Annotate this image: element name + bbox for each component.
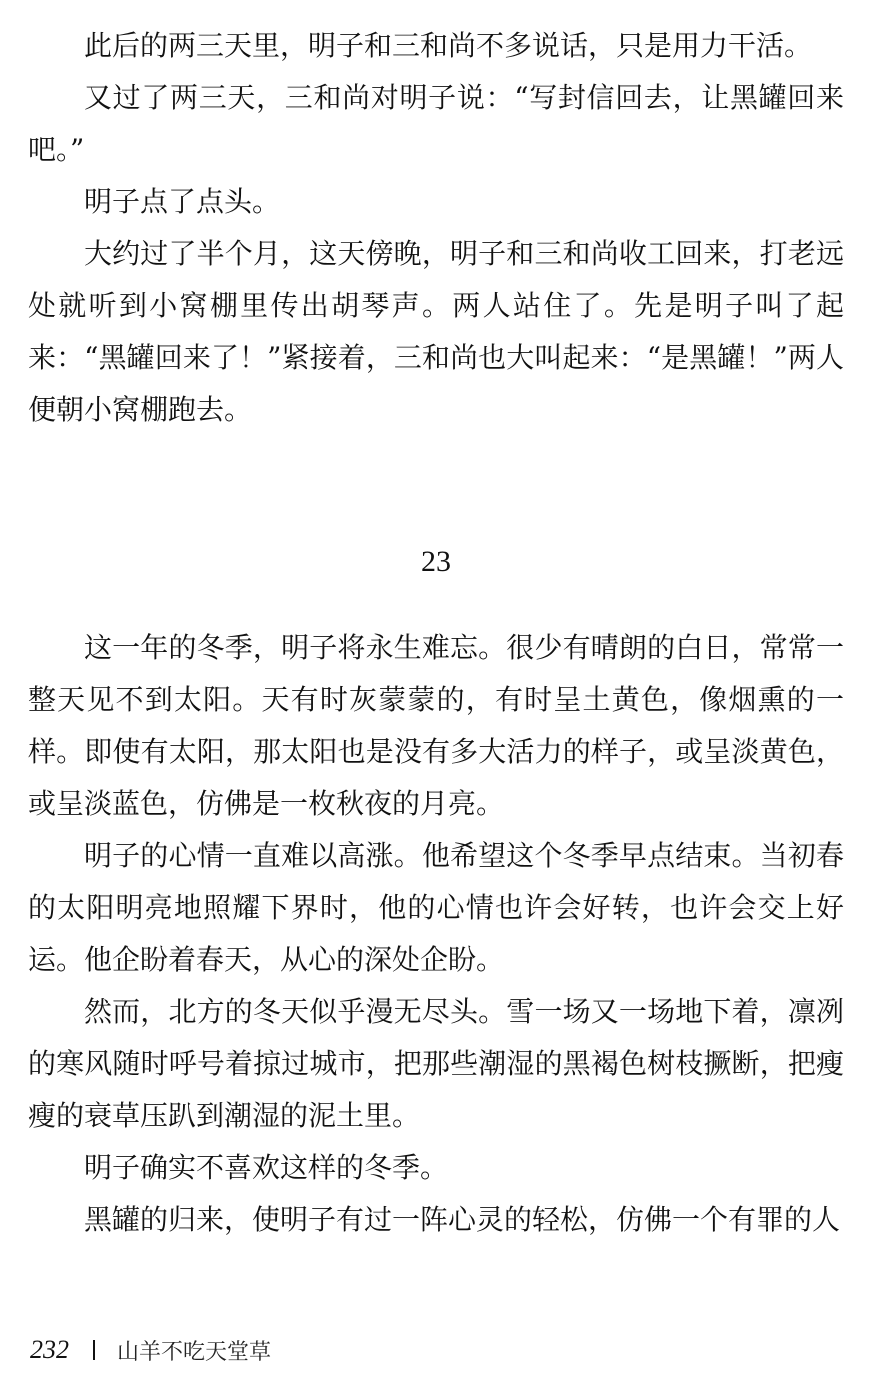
chapter-number: 23 [421,545,451,578]
paragraph: 这一年的冬季，明子将永生难忘。很少有晴朗的白日，常常一整天见不到太阳。天有时灰蒙蒙的，有时呈土黄色，像烟熏的一样。即使有太阳，那太阳也是没有多大活力的样子，或呈淡黄色，或呈淡蓝色，仿佛是一枚秋夜的月亮。 [28,631,844,820]
paragraph: 黑罐的归来，使明子有过一阵心灵的轻松，仿佛一个有罪的人 [84,1203,841,1236]
paragraph: 明子的心情一直难以高涨。他希望这个冬季早点结束。当初春的太阳明亮地照耀下界时，他的心情也许会好转，也许会交上好运。他企盼着春天，从心的深处企盼。 [28,839,844,976]
paragraph: 此后的两三天里，明子和三和尚不多说话，只是用力干活。 [84,29,813,62]
footer-divider [93,1340,95,1360]
book-title: 山羊不吃天堂草 [117,1339,272,1365]
paragraph: 然而，北方的冬天似乎漫无尽头。雪一场又一场地下着，凛冽的寒风随时呼号着掠过城市，把那些潮湿的黑褐色树枝撅断，把瘦瘦的衰草压趴到潮湿的泥土里。 [28,995,844,1132]
page-number: 232 [30,1335,69,1364]
paragraph: 大约过了半个月，这天傍晚，明子和三和尚收工回来，打老远处就听到小窝棚里传出胡琴声。两人站住了。先是明子叫了起来：“黑罐回来了！”紧接着，三和尚也大叫起来：“是黑罐！”两人便朝小窝棚跑去。 [28,237,844,426]
page-footer [30,1332,271,1368]
paragraph: 明子点了点头。 [84,185,281,218]
paragraph: 明子确实不喜欢这样的冬季。 [84,1151,449,1184]
previous-section-text [28,20,844,436]
chapter-text [28,622,844,1246]
paragraph: 又过了两三天，三和尚对明子说：“写封信回去，让黑罐回来吧。” [28,81,844,166]
